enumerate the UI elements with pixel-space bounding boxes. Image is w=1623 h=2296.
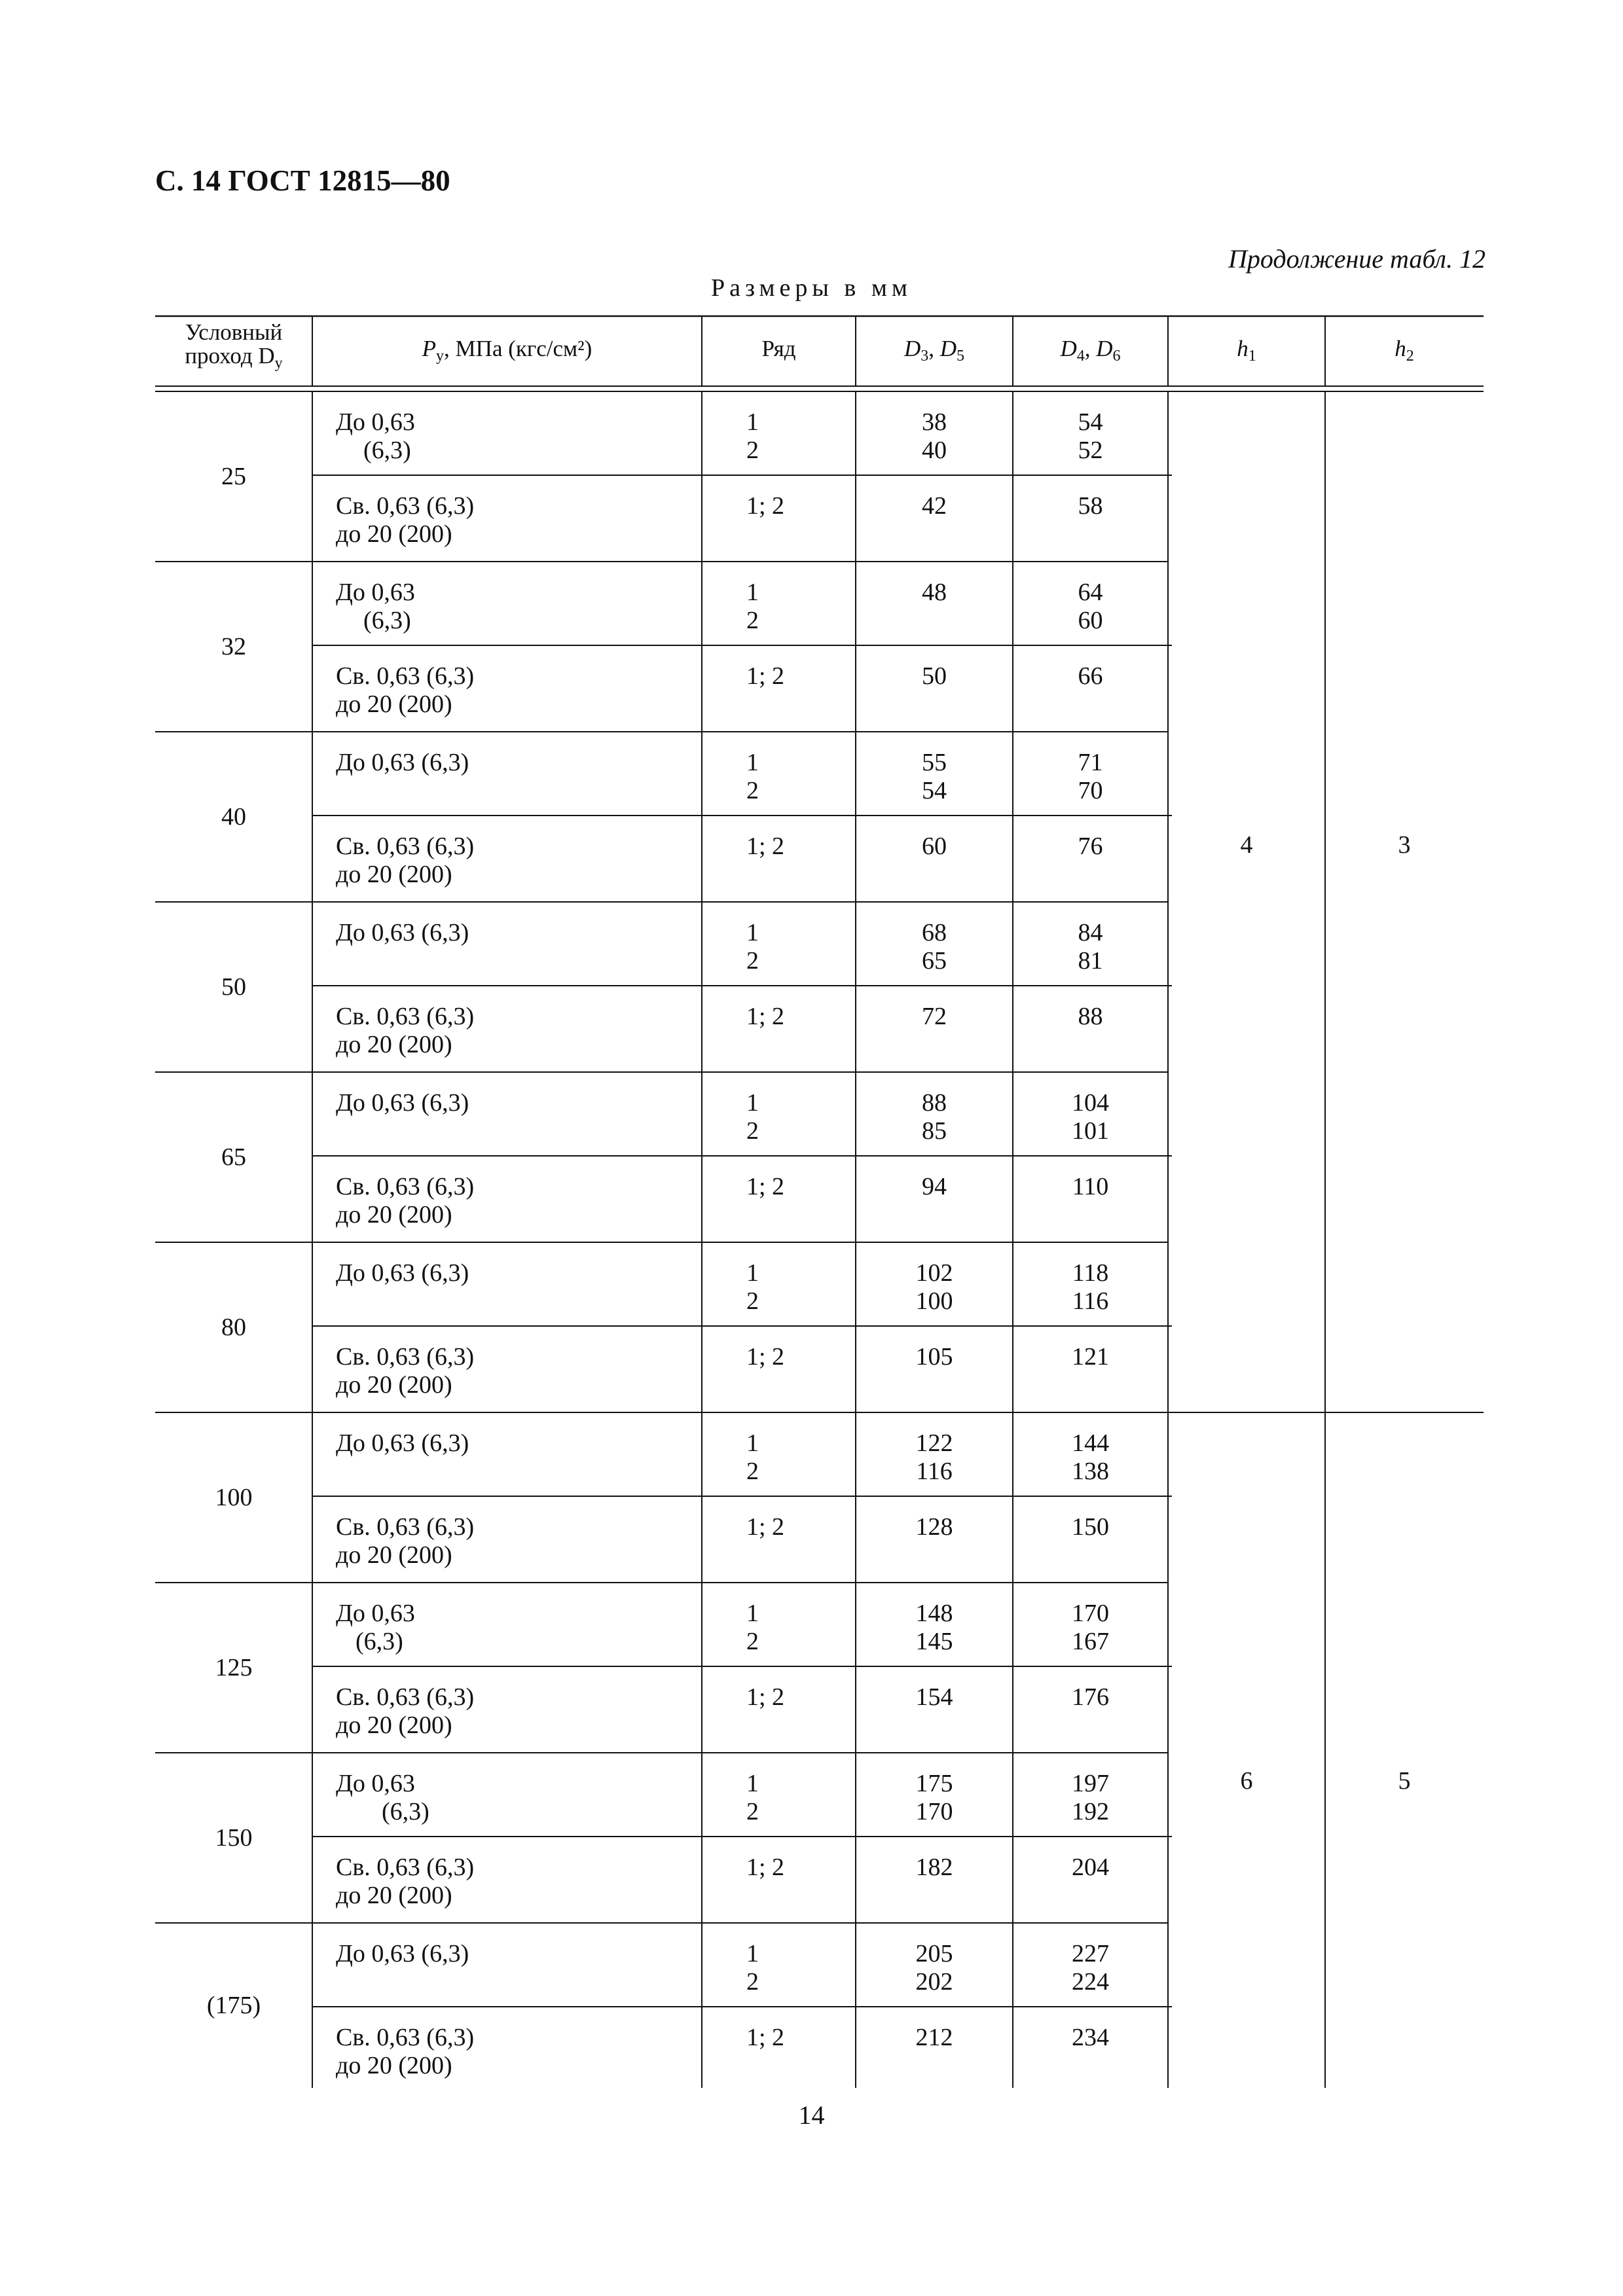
d4-d6-value: 88 [1078, 1003, 1103, 1030]
d3-d5-value: 50 [922, 662, 947, 690]
nominal-diameter: 125 [215, 1653, 253, 1681]
d3-d5-value: 202 [915, 1968, 953, 1996]
d4-d6-value: 121 [1072, 1343, 1109, 1371]
row-value: 2 [746, 1117, 759, 1145]
row-value: 2 [746, 437, 759, 464]
pressure-text: до 20 (200) [336, 1031, 452, 1058]
d3-d5-value: 88 [922, 1089, 947, 1117]
row-value: 1; 2 [746, 662, 785, 690]
d3-d5-value: 42 [922, 492, 947, 520]
header-d6-sub: 6 [1112, 348, 1121, 365]
header-d4-sub: 4 [1076, 348, 1085, 365]
nominal-diameter: 150 [215, 1823, 253, 1852]
pressure-text: Св. 0,63 (6,3) [336, 662, 475, 690]
d4-d6-value: 84 [1078, 919, 1103, 946]
d3-d5-value: 145 [915, 1628, 953, 1655]
d4-d6-value: 76 [1078, 833, 1103, 860]
pressure-text: до 20 (200) [336, 861, 452, 888]
header-h1-sub: 1 [1248, 348, 1256, 365]
pressure-text: Св. 0,63 (6,3) [336, 1173, 475, 1200]
d4-d6-value: 52 [1078, 437, 1103, 464]
header-row: Ряд [761, 336, 796, 361]
d4-d6-value: 204 [1072, 1854, 1109, 1881]
d4-d6-value: 60 [1078, 607, 1103, 634]
d3-d5-value: 102 [915, 1259, 953, 1287]
pressure-text: до 20 (200) [336, 2052, 452, 2079]
pressure-text: (6,3) [363, 607, 411, 634]
pressure-text: до 20 (200) [336, 520, 452, 548]
nominal-diameter: (175) [206, 1991, 261, 2019]
d3-d5-value: 94 [922, 1173, 947, 1200]
pressure-text: до 20 (200) [336, 691, 452, 718]
pressure-text: Св. 0,63 (6,3) [336, 1343, 475, 1371]
pressure-text: (6,3) [356, 1628, 403, 1655]
header-d6: D [1096, 336, 1113, 361]
pressure-text: До 0,63 [336, 579, 415, 606]
units-caption: Размеры в мм [711, 274, 912, 302]
d4-d6-value: 227 [1072, 1940, 1109, 1967]
d4-d6-value: 170 [1072, 1600, 1109, 1627]
row-value: 1; 2 [746, 1683, 785, 1711]
pressure-text: до 20 (200) [336, 1882, 452, 1909]
d4-d6-value: 54 [1078, 408, 1103, 436]
row-value: 1; 2 [746, 833, 785, 860]
d4-d6-value: 81 [1078, 947, 1103, 975]
d4-d6-value: 176 [1072, 1683, 1109, 1711]
row-value: 1; 2 [746, 1003, 785, 1030]
pressure-text: Св. 0,63 (6,3) [336, 2024, 475, 2051]
header-dy [155, 319, 312, 372]
page-header: С. 14 ГОСТ 12815—80 [155, 164, 450, 197]
d4-d6-value: 167 [1072, 1628, 1109, 1655]
row-value: 2 [746, 947, 759, 975]
d4-d6-value: 66 [1078, 662, 1103, 690]
pressure-text: До 0,63 (6,3) [336, 1089, 469, 1117]
pressure-text: До 0,63 (6,3) [336, 1429, 469, 1457]
pressure-text: (6,3) [382, 1798, 429, 1825]
d3-d5-value: 55 [922, 749, 947, 776]
row-value: 1 [746, 1600, 759, 1627]
header-dy-text: проход D [185, 343, 275, 368]
d4-d6-value: 150 [1072, 1513, 1109, 1541]
d4-d6-value: 224 [1072, 1968, 1109, 1996]
header-d5: D [939, 336, 957, 361]
header-d35-sep: , [928, 336, 940, 361]
header-h1 [1168, 336, 1325, 365]
header-dy-sub: у [274, 355, 283, 372]
row-value: 2 [746, 1628, 759, 1655]
nominal-diameter: 100 [215, 1483, 253, 1511]
row-value: 1 [746, 749, 759, 776]
header-p-symbol: P [422, 336, 437, 361]
header-p-rest: , МПа (кгс/см²) [444, 336, 593, 361]
d4-d6-value: 197 [1072, 1770, 1109, 1797]
row-value: 2 [746, 1458, 759, 1485]
d3-d5-value: 212 [915, 2024, 953, 2051]
d3-d5-value: 54 [922, 777, 947, 804]
pressure-text: До 0,63 (6,3) [336, 1259, 469, 1287]
d3-d5-value: 122 [915, 1429, 953, 1457]
d3-d5-value: 105 [915, 1343, 953, 1371]
d4-d6-value: 70 [1078, 777, 1103, 804]
row-value: 1; 2 [746, 1854, 785, 1881]
pressure-text: Св. 0,63 (6,3) [336, 1003, 475, 1030]
d4-d6-value: 144 [1072, 1429, 1109, 1457]
continuation-label: Продолжение табл. 12 [1228, 244, 1486, 274]
d3-d5-value: 148 [915, 1600, 953, 1627]
header-d5-sub: 5 [957, 348, 965, 365]
row-value: 1; 2 [746, 1513, 785, 1541]
d3-d5-value: 85 [922, 1117, 947, 1145]
nominal-diameter: 40 [221, 802, 246, 831]
d3-d5-value: 100 [915, 1287, 953, 1315]
d3-d5-value: 170 [915, 1798, 953, 1825]
d4-d6-value: 101 [1072, 1117, 1109, 1145]
h1-value: 6 [1240, 1767, 1253, 1795]
h2-value: 3 [1398, 831, 1411, 859]
row-value: 1 [746, 1089, 759, 1117]
row-value: 1; 2 [746, 1343, 785, 1371]
header-d3-sub: 3 [921, 348, 929, 365]
d3-d5-value: 72 [922, 1003, 947, 1030]
d3-d5-value: 38 [922, 408, 947, 436]
pressure-text: Св. 0,63 (6,3) [336, 1683, 475, 1711]
page-number: 14 [798, 2100, 825, 2130]
d4-d6-value: 71 [1078, 749, 1103, 776]
d4-d6-value: 64 [1078, 579, 1103, 606]
row-value: 2 [746, 607, 759, 634]
d3-d5-value: 128 [915, 1513, 953, 1541]
d3-d5-value: 40 [922, 437, 947, 464]
pressure-text: До 0,63 (6,3) [336, 919, 469, 946]
d4-d6-value: 234 [1072, 2024, 1109, 2051]
header-h2 [1325, 336, 1484, 365]
header-d3: D [903, 336, 921, 361]
header-h2-symbol: h [1395, 336, 1406, 361]
d3-d5-value: 48 [922, 579, 947, 606]
d3-d5-value: 68 [922, 919, 947, 946]
pressure-text: Св. 0,63 (6,3) [336, 1513, 475, 1541]
row-value: 2 [746, 1287, 759, 1315]
row-value: 1 [746, 1770, 759, 1797]
pressure-text: До 0,63 (6,3) [336, 749, 469, 776]
row-value: 1 [746, 1259, 759, 1287]
pressure-text: до 20 (200) [336, 1371, 452, 1399]
header-d46-sep: , [1084, 336, 1097, 361]
header-dy-line2 [155, 343, 312, 372]
row-value: 1 [746, 579, 759, 606]
header-dy-line1: Условный [185, 319, 283, 345]
d3-d5-value: 154 [915, 1683, 953, 1711]
d3-d5-value: 175 [915, 1770, 953, 1797]
header-d3-d5 [856, 336, 1013, 365]
row-value: 1; 2 [746, 1173, 785, 1200]
pressure-text: Св. 0,63 (6,3) [336, 1854, 475, 1881]
nominal-diameter: 65 [221, 1143, 246, 1171]
d3-d5-value: 60 [922, 833, 947, 860]
d3-d5-value: 116 [916, 1458, 953, 1485]
pressure-text: До 0,63 [336, 1600, 415, 1627]
h1-value: 4 [1240, 831, 1253, 859]
header-pressure [312, 336, 702, 365]
row-value: 1 [746, 408, 759, 436]
d4-d6-value: 138 [1072, 1458, 1109, 1485]
row-value: 1; 2 [746, 492, 785, 520]
d4-d6-value: 118 [1072, 1259, 1109, 1287]
row-value: 2 [746, 1798, 759, 1825]
nominal-diameter: 50 [221, 973, 246, 1001]
header-d4: D [1060, 336, 1077, 361]
header-d4-d6 [1013, 336, 1168, 365]
pressure-text: Св. 0,63 (6,3) [336, 833, 475, 860]
pressure-text: До 0,63 [336, 408, 415, 436]
d3-d5-value: 205 [915, 1940, 953, 1967]
row-value: 2 [746, 1968, 759, 1996]
d4-d6-value: 110 [1072, 1173, 1109, 1200]
nominal-diameter: 32 [221, 632, 246, 660]
d3-d5-value: 182 [915, 1854, 953, 1881]
nominal-diameter: 25 [221, 462, 246, 490]
d3-d5-value: 65 [922, 947, 947, 975]
pressure-text: Св. 0,63 (6,3) [336, 492, 475, 520]
row-value: 1; 2 [746, 2024, 785, 2051]
pressure-text: До 0,63 (6,3) [336, 1940, 469, 1967]
d4-d6-value: 104 [1072, 1089, 1109, 1117]
pressure-text: до 20 (200) [336, 1541, 452, 1569]
row-value: 2 [746, 777, 759, 804]
row-value: 1 [746, 1429, 759, 1457]
pressure-text: до 20 (200) [336, 1201, 452, 1229]
d4-d6-value: 116 [1072, 1287, 1109, 1315]
pressure-text: (6,3) [363, 437, 411, 464]
pressure-text: До 0,63 [336, 1770, 415, 1797]
header-h1-symbol: h [1237, 336, 1249, 361]
h2-value: 5 [1398, 1767, 1411, 1795]
header-h2-sub: 2 [1406, 348, 1414, 365]
row-value: 1 [746, 919, 759, 946]
header-p-sub: у [436, 348, 445, 365]
d4-d6-value: 192 [1072, 1798, 1109, 1825]
nominal-diameter: 80 [221, 1313, 246, 1341]
row-value: 1 [746, 1940, 759, 1967]
d4-d6-value: 58 [1078, 492, 1103, 520]
pressure-text: до 20 (200) [336, 1712, 452, 1739]
